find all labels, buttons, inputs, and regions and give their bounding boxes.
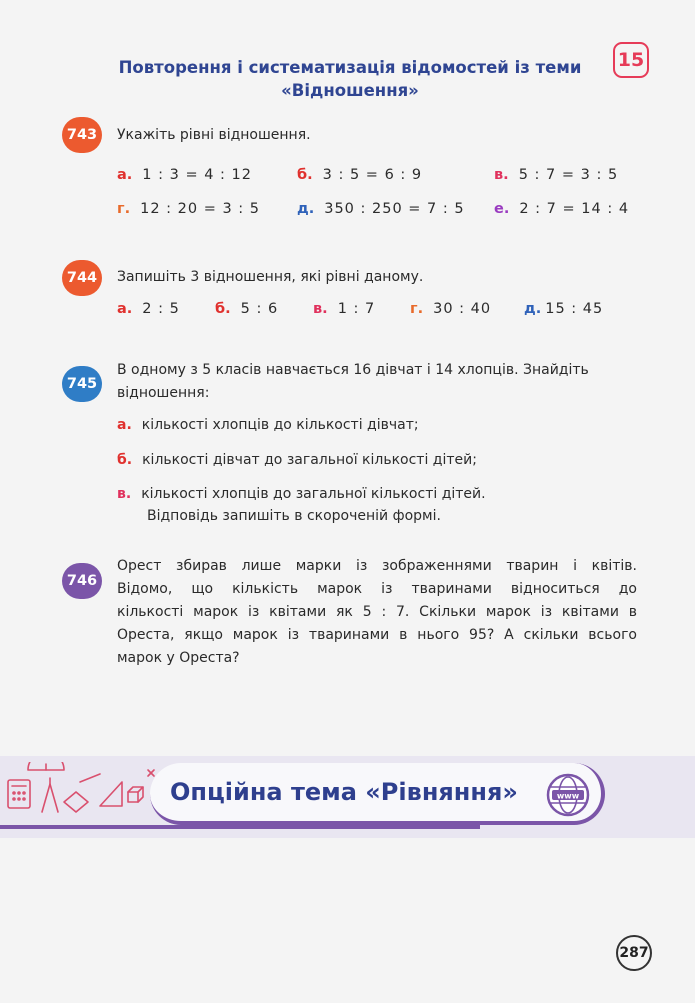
item-label: в. xyxy=(494,167,509,183)
item-label: е. xyxy=(494,201,510,217)
item-value: 30 : 40 xyxy=(433,301,492,317)
item-value: 12 : 20 = 3 : 5 xyxy=(140,201,261,217)
item-value: 5 : 7 = 3 : 5 xyxy=(518,167,619,183)
task-746-line-1: Орест збирав лише марки із зображеннями тварин і квітів. xyxy=(117,558,637,574)
task-745-text-line-2: відношення: xyxy=(117,385,210,401)
page-title-line-1: Повторення і систематизація відомостей із теми xyxy=(118,58,582,77)
task-744-item-v xyxy=(313,301,375,317)
item-label: а. xyxy=(117,301,133,317)
item-label: а. xyxy=(117,167,133,183)
task-743-item-e xyxy=(494,201,629,217)
banner-underline xyxy=(0,825,480,829)
item-label: б. xyxy=(117,452,133,468)
task-744-text: Запишіть 3 відношення, які рівні даному. xyxy=(117,269,424,285)
item-value: 1 : 7 xyxy=(337,301,376,317)
item-label: д. xyxy=(297,201,315,217)
task-745-note: Відповідь запишіть в скороченій формі. xyxy=(147,508,441,524)
task-746-number: 746 xyxy=(62,563,102,599)
task-744-item-b xyxy=(215,301,278,317)
item-label: в. xyxy=(117,486,132,502)
item-value: 350 : 250 = 7 : 5 xyxy=(324,201,465,217)
task-745-item-a xyxy=(117,414,419,437)
banner-title: Опційна тема «Рівняння» xyxy=(170,778,518,806)
page-number: 287 xyxy=(616,935,652,971)
task-743-item-g xyxy=(117,201,260,217)
item-value: 15 : 45 xyxy=(545,301,604,317)
item-label: д. xyxy=(524,301,542,317)
task-743-item-d xyxy=(297,201,465,217)
task-746-line-3: кількості марок із квітами як 5 : 7. Скільки марок із квітами в xyxy=(117,604,637,620)
task-743-item-b xyxy=(297,167,422,183)
task-746-line-4: Ореста, якщо марок із тваринами в нього 95? А скільки всього xyxy=(117,627,637,643)
task-744-item-a xyxy=(117,301,180,317)
task-744-item-d xyxy=(524,301,603,317)
item-value: 3 : 5 = 6 : 9 xyxy=(322,167,423,183)
item-label: б. xyxy=(297,167,313,183)
task-743-text: Укажіть рівні відношення. xyxy=(117,127,311,143)
page-title-line-2: «Відношення» xyxy=(281,81,419,100)
www-label: www xyxy=(556,791,580,801)
item-label: г. xyxy=(117,201,131,217)
task-745-text xyxy=(117,359,637,405)
task-744-number: 744 xyxy=(62,260,102,296)
task-745-number: 745 xyxy=(62,366,102,402)
section-number-badge: 15 xyxy=(613,42,649,78)
task-745-text-line-1: В одному з 5 класів навчається 16 дівчат і 14 хлопців. Знайдіть xyxy=(117,362,589,378)
task-744-item-g xyxy=(410,301,491,317)
math-doodles-icon xyxy=(4,762,164,824)
item-value: 1 : 3 = 4 : 12 xyxy=(142,167,252,183)
item-text: кількості хлопців до кількості дівчат; xyxy=(141,417,419,433)
item-value: 2 : 5 xyxy=(142,301,180,317)
task-746-text xyxy=(117,555,637,670)
item-value: 2 : 7 = 14 : 4 xyxy=(519,201,630,217)
page-title xyxy=(90,56,610,102)
item-label: г. xyxy=(410,301,424,317)
globe-www-icon[interactable] xyxy=(546,773,590,817)
task-746-line-2: Відомо, що кількість марок із тваринами відноситься до xyxy=(117,581,637,597)
item-label: в. xyxy=(313,301,328,317)
task-745-item-v xyxy=(117,483,486,506)
item-value: 5 : 6 xyxy=(240,301,279,317)
task-743-number: 743 xyxy=(62,117,102,153)
task-746-line-5: марок у Ореста? xyxy=(117,650,240,666)
item-label: б. xyxy=(215,301,231,317)
item-text: кількості дівчат до загальної кількості дітей; xyxy=(142,452,477,468)
item-label: а. xyxy=(117,417,132,433)
task-743-item-a xyxy=(117,167,252,183)
item-text: кількості хлопців до загальної кількості дітей. xyxy=(141,486,486,502)
task-743-item-v xyxy=(494,167,618,183)
task-745-item-b xyxy=(117,449,477,472)
